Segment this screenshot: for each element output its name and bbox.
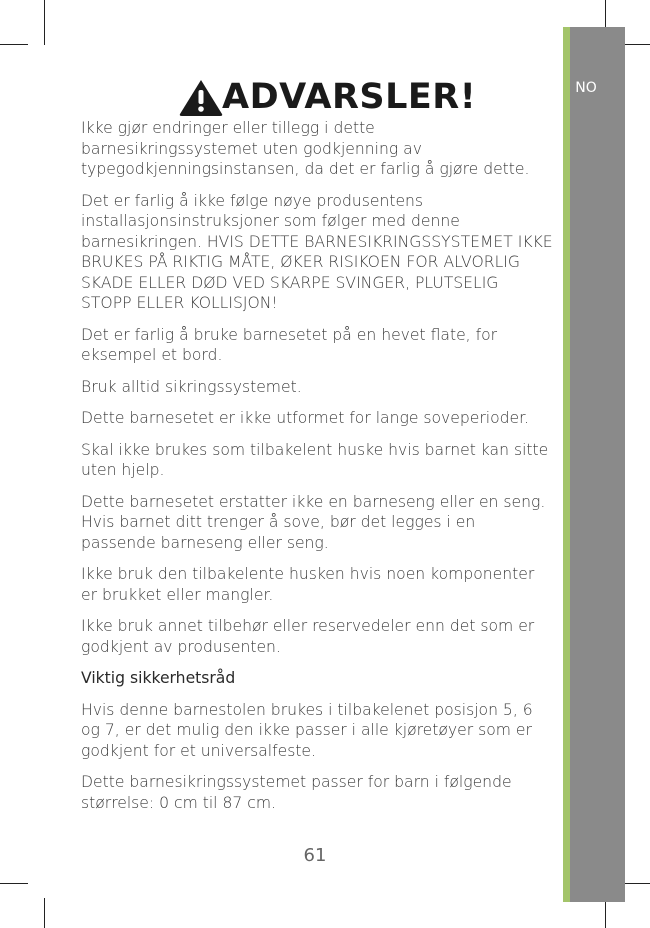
- warning-triangle-icon: [178, 77, 224, 117]
- section-subheading: Viktig sikkerhetsråd: [81, 669, 236, 687]
- paragraph: Ikke bruk den tilbakelente husken hvis noen komponenter er brukket eller mangler.: [81, 565, 535, 604]
- accent-stripe: [563, 27, 570, 902]
- crop-mark: [44, 0, 45, 45]
- paragraph: Dette barnesetet erstatter ikke en barneseng eller en seng. Hvis barnet ditt trenger å sove, bør det legges i en passende barneseng eller seng.: [81, 492, 546, 552]
- language-label: NO: [575, 80, 597, 96]
- paragraph: Ikke bruk annet tilbehør eller reservedeler enn det som er godkjent av produsenten.: [81, 617, 535, 656]
- paragraph: Ikke gjør endringer eller tillegg i dette barnesikringssystemet uten godkjenning av typegodkjenningsinstansen, da det er farlig å gjøre dette.: [81, 119, 530, 178]
- crop-mark: [0, 44, 28, 45]
- crop-mark: [44, 898, 45, 928]
- warnings-body: [81, 118, 553, 824]
- crop-mark: [622, 883, 650, 884]
- paragraph: Bruk alltid sikringssystemet.: [81, 377, 302, 396]
- crop-mark: [605, 898, 606, 928]
- paragraph: Hvis denne barnestolen brukes i tilbakelenet posisjon 5, 6 og 7, er det mulig den ikke passer i alle kjøretøyer som er godkjent for et universalfeste.: [81, 700, 533, 760]
- heading-title: ADVARSLER!: [222, 77, 477, 117]
- paragraph: Det er farlig å ikke følge nøye produsentens installasjonsinstruksjoner som følger med denne barnesikringen. HVIS DETTE BARNESIKRINGSSYSTEMET IKKE BRUKES PÅ RIKTIG MÅTE, ØKER RISIKOEN FOR ALVORLIG SKADE ELLER DØD VED SKARPE SVINGER, PLUTSELIG STOPP ELLER KOLLISJON!: [81, 191, 553, 312]
- paragraph: Dette barnesetet er ikke utformet for lange soveperioder.: [81, 409, 530, 427]
- crop-mark: [0, 883, 28, 884]
- page-number: 61: [303, 845, 327, 866]
- crop-mark: [622, 44, 650, 45]
- language-tab: [570, 27, 625, 902]
- paragraph: Dette barnesikringssystemet passer for barn i følgende størrelse: 0 cm til 87 cm.: [81, 773, 512, 812]
- warning-heading: [178, 76, 478, 118]
- paragraph: Det er farlig å bruke barnesetet på en hevet flate, for eksempel et bord.: [81, 325, 498, 364]
- paragraph: Skal ikke brukes som tilbakelent huske hvis barnet kan sitte uten hjelp.: [81, 440, 549, 479]
